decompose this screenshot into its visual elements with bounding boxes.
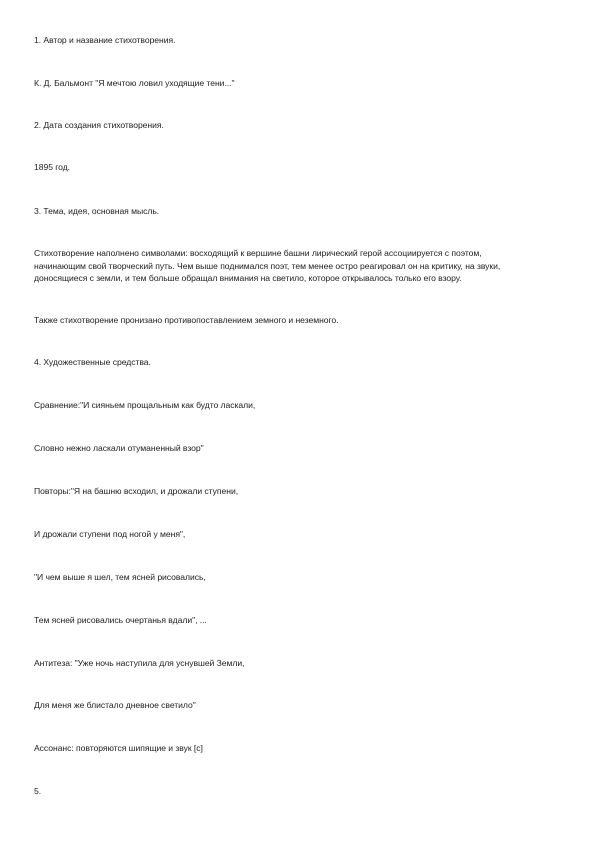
repetition-line-1: Повторы:"Я на башню всходил, и дрожали ступени,	[34, 486, 239, 496]
heading-creation-date: 2. Дата создания стихотворения.	[34, 120, 164, 130]
theme-line: Стихотворение наполнено символами: восходящий к вершине башни лирический герой ассоциируется с поэтом,	[34, 248, 482, 258]
theme-contrast: Также стихотворение пронизано противопоставлением земного и неземного.	[34, 315, 339, 325]
author-and-title: К. Д. Бальмонт "Я мечтою ловил уходящие тени..."	[34, 78, 235, 88]
antithesis-line-2: Для меня же блистало дневное светило"	[34, 700, 196, 710]
theme-line: доносящиеся с земли, и тем больше обращал внимания на светило, которое открывалось только его взору.	[34, 273, 462, 284]
heading-author-title: 1. Автор и название стихотворения.	[34, 35, 176, 45]
comparison-line-2: Словно нежно ласкали отуманенный взор"	[34, 443, 204, 453]
repetition-line-3: "И чем выше я шел, тем ясней рисовались,	[34, 572, 206, 582]
theme-paragraph	[34, 247, 564, 285]
repetition-line-2: И дрожали ступени под ногой у меня",	[34, 529, 186, 539]
antithesis-line-1: Антитеза: "Уже ночь наступила для уснувшей Земли,	[34, 658, 245, 668]
creation-date: 1895 год.	[34, 162, 70, 172]
repetition-line-4: Тем ясней рисовались очертанья вдали", ...	[34, 615, 207, 625]
heading-theme: 3. Тема, идея, основная мысль.	[34, 206, 160, 216]
assonance-line: Ассонанс: повторяются шипящие и звук [с]	[34, 743, 203, 753]
theme-line: начинающим свой творческий путь. Чем выше поднимался поэт, тем менее остро реагировал он на критику, на звуки,	[34, 260, 501, 271]
comparison-line-1: Сравнение:"И сияньем прощальным как будто ласкали,	[34, 400, 256, 410]
heading-5: 5.	[34, 786, 42, 796]
heading-devices: 4. Художественные средства.	[34, 357, 151, 367]
